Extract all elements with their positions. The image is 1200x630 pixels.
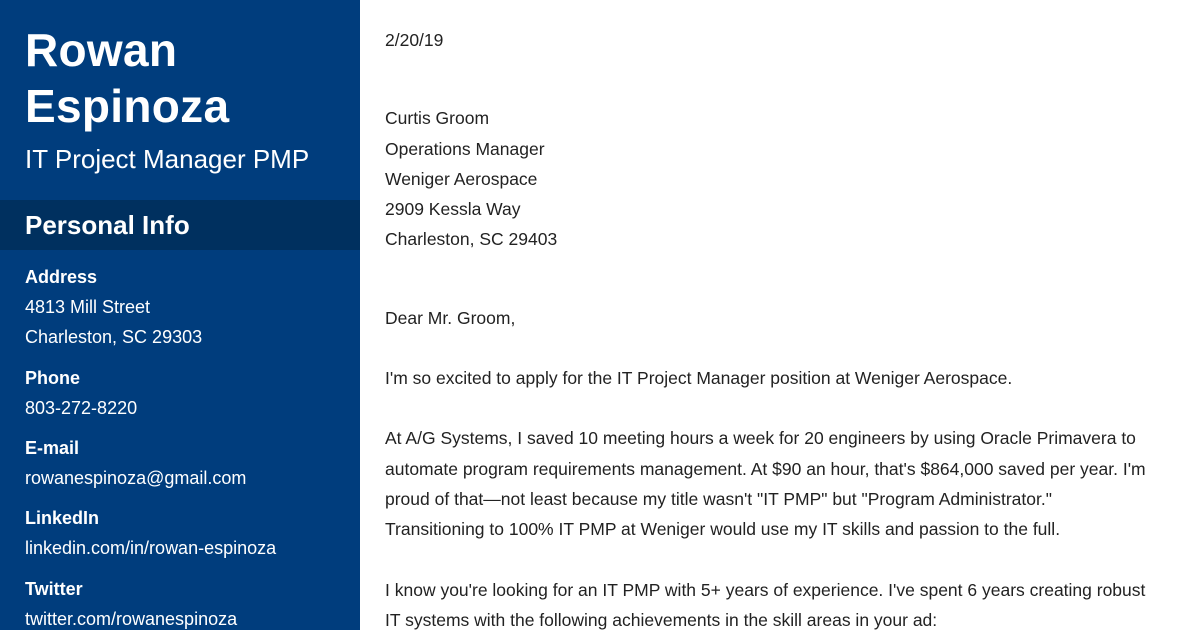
paragraph-3-line-1: I know you're looking for an IT PMP with 5+ years of experience. I've spent 6 years creating robust — [385, 579, 1146, 600]
paragraph-2-line-1: At A/G Systems, I saved 10 meeting hours a week for 20 engineers by using Oracle Primavera to — [385, 428, 1136, 449]
paragraph-2-line-2: automate program requirements management. At $90 an hour, that's $864,000 saved per year. I'm — [385, 458, 1146, 479]
email-block — [25, 433, 355, 493]
phone-block — [25, 363, 355, 423]
recipient-name: Curtis Groom — [385, 108, 490, 129]
twitter-block — [25, 574, 355, 630]
paragraph-1: I'm so excited to apply for the IT Project Manager position at Weniger Aerospace. — [385, 368, 1013, 389]
recipient-street: 2909 Kessla Way — [385, 199, 521, 220]
twitter-label: Twitter — [25, 579, 83, 599]
address-line-2: Charleston, SC 29303 — [25, 327, 203, 347]
recipient-city: Charleston, SC 29403 — [385, 229, 558, 250]
paragraph-3-line-2: IT systems with the following achievements in the skill areas in your ad: — [385, 609, 938, 630]
address-label: Address — [25, 267, 98, 287]
sidebar — [0, 0, 360, 630]
candidate-first-name: Rowan — [25, 24, 178, 76]
candidate-name — [25, 22, 229, 134]
cover-letter-body — [385, 25, 1185, 630]
personal-info-header — [0, 200, 360, 250]
recipient-title: Operations Manager — [385, 138, 545, 159]
letter-date: 2/20/19 — [385, 30, 444, 50]
phone-label: Phone — [25, 368, 81, 388]
phone-value[interactable]: 803-272-8220 — [25, 398, 138, 418]
linkedin-label: LinkedIn — [25, 508, 100, 528]
paragraph-2-line-4: Transitioning to 100% IT PMP at Weniger would use my IT skills and passion to the full. — [385, 519, 1061, 540]
linkedin-link[interactable]: linkedin.com/in/rowan-espinoza — [25, 538, 277, 558]
linkedin-block — [25, 503, 355, 563]
address-line-1: 4813 Mill Street — [25, 297, 151, 317]
email-link[interactable]: rowanespinoza@gmail.com — [25, 468, 247, 488]
paragraph-2-line-3: proud of that—not least because my title wasn't "IT PMP" but "Program Administrator." — [385, 488, 1052, 509]
twitter-link[interactable]: twitter.com/rowanespinoza — [25, 609, 238, 629]
candidate-last-name: Espinoza — [25, 80, 230, 132]
salutation: Dear Mr. Groom, — [385, 307, 516, 328]
address-block — [25, 262, 355, 352]
recipient-company: Weniger Aerospace — [385, 168, 538, 189]
personal-info-title: Personal Info — [25, 210, 190, 240]
candidate-job-title: IT Project Manager PMP — [25, 144, 310, 174]
email-label: E-mail — [25, 438, 80, 458]
